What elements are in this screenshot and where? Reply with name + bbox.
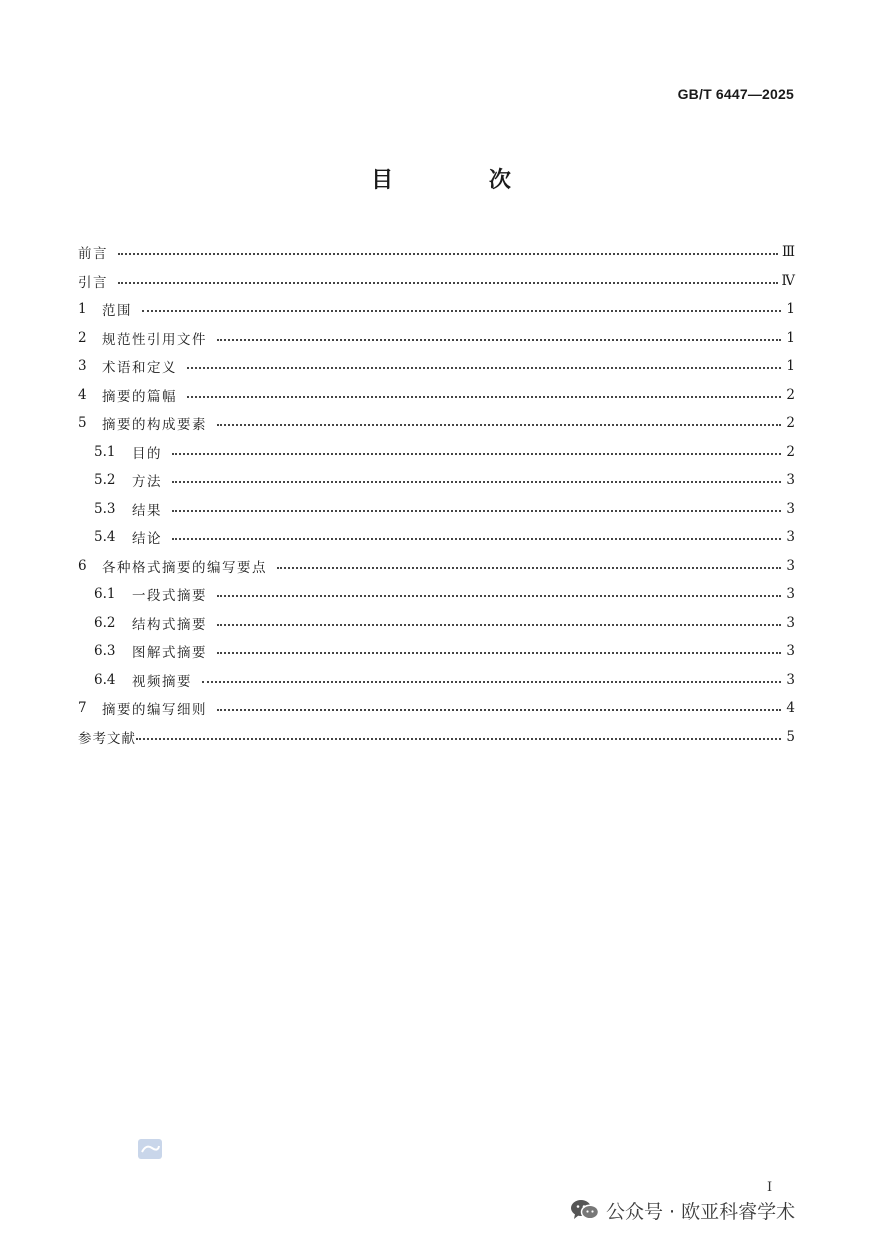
toc-entry-page: 3 bbox=[786, 671, 795, 688]
toc-subentry[interactable] bbox=[78, 438, 795, 467]
toc-entry-page: 3 bbox=[786, 614, 795, 631]
toc-subentry[interactable] bbox=[78, 466, 795, 495]
dot-leader bbox=[217, 595, 781, 597]
toc-entry-page: 2 bbox=[786, 386, 795, 403]
toc-subentry[interactable] bbox=[78, 609, 795, 638]
toc-title-text: 目 次 bbox=[371, 168, 555, 193]
toc-entry-title: 方法 bbox=[132, 474, 162, 491]
toc-entry-title: 结论 bbox=[132, 531, 162, 548]
toc-entry-page: 5 bbox=[786, 728, 795, 745]
toc-entry-title: 规范性引用文件 bbox=[102, 331, 207, 348]
toc-entry-page: 2 bbox=[786, 415, 795, 432]
toc-entry-title: 摘要的构成要素 bbox=[102, 417, 207, 434]
toc-entry-title: 结构式摘要 bbox=[132, 616, 207, 633]
toc-entry-number: 5.3 bbox=[94, 500, 116, 517]
wechat-icon bbox=[570, 1198, 600, 1222]
table-of-contents bbox=[78, 238, 795, 751]
toc-entry-number: 7 bbox=[78, 700, 87, 717]
toc-entry-title: 图解式摘要 bbox=[132, 645, 207, 662]
toc-entry-number: 4 bbox=[78, 386, 87, 403]
toc-entry[interactable] bbox=[78, 723, 795, 752]
toc-subentry[interactable] bbox=[78, 666, 795, 695]
toc-subentry[interactable] bbox=[78, 580, 795, 609]
toc-entry-title: 摘要的编写细则 bbox=[102, 702, 207, 719]
toc-entry-number: 5.1 bbox=[94, 443, 116, 460]
toc-entry-page: 3 bbox=[786, 500, 795, 517]
toc-entry-title: 前言 bbox=[78, 246, 108, 263]
dot-leader bbox=[217, 709, 781, 711]
toc-entry[interactable] bbox=[78, 238, 795, 267]
toc-subentry[interactable] bbox=[78, 637, 795, 666]
dot-leader bbox=[172, 510, 781, 512]
dot-leader bbox=[217, 424, 781, 426]
page-number: I bbox=[767, 1180, 773, 1195]
toc-entry-title: 一段式摘要 bbox=[132, 588, 207, 605]
toc-subentry[interactable] bbox=[78, 523, 795, 552]
dot-leader bbox=[217, 624, 781, 626]
toc-entry-title: 结果 bbox=[132, 502, 162, 519]
toc-entry-page: 3 bbox=[786, 586, 795, 603]
toc-entry-page: 3 bbox=[786, 643, 795, 660]
toc-title bbox=[0, 163, 882, 194]
toc-entry-page: 4 bbox=[786, 700, 795, 717]
sac-logo-icon bbox=[138, 1139, 162, 1159]
watermark bbox=[570, 1196, 795, 1224]
toc-entry-page: 2 bbox=[786, 443, 795, 460]
watermark-text: 公众号 · 欧亚科睿学术 bbox=[606, 1200, 796, 1223]
toc-entry-title: 引言 bbox=[78, 274, 108, 291]
toc-entry-page: 3 bbox=[786, 557, 795, 574]
toc-entry-number: 1 bbox=[78, 301, 87, 318]
dot-leader bbox=[172, 453, 781, 455]
dot-leader bbox=[142, 310, 781, 312]
toc-subentry[interactable] bbox=[78, 495, 795, 524]
toc-entry-title: 术语和定义 bbox=[102, 360, 177, 377]
toc-entry[interactable] bbox=[78, 381, 795, 410]
toc-entry-page: Ⅲ bbox=[781, 244, 795, 261]
dot-leader bbox=[217, 339, 781, 341]
standard-code: GB/T 6447—2025 bbox=[677, 86, 794, 102]
toc-entry-title: 参考文献 bbox=[78, 730, 136, 747]
toc-entry-title: 视频摘要 bbox=[132, 673, 192, 690]
toc-entry-number: 6.3 bbox=[94, 643, 116, 660]
dot-leader bbox=[187, 396, 781, 398]
dot-leader bbox=[118, 253, 778, 255]
toc-entry-number: 3 bbox=[78, 358, 87, 375]
toc-entry-number: 5.4 bbox=[94, 529, 116, 546]
toc-entry[interactable] bbox=[78, 295, 795, 324]
toc-entry[interactable] bbox=[78, 267, 795, 296]
toc-entry-page: Ⅳ bbox=[781, 272, 795, 289]
toc-entry-page: 1 bbox=[786, 301, 795, 318]
toc-entry-page: 3 bbox=[786, 472, 795, 489]
dot-leader bbox=[202, 681, 781, 683]
dot-leader bbox=[172, 538, 781, 540]
toc-entry-number: 6.1 bbox=[94, 586, 116, 603]
dot-leader bbox=[217, 652, 781, 654]
toc-entry-number: 2 bbox=[78, 329, 87, 346]
toc-entry-page: 1 bbox=[786, 358, 795, 375]
toc-entry-title: 摘要的篇幅 bbox=[102, 388, 177, 405]
toc-entry[interactable] bbox=[78, 552, 795, 581]
toc-entry[interactable] bbox=[78, 324, 795, 353]
toc-entry-page: 1 bbox=[786, 329, 795, 346]
toc-entry-title: 范围 bbox=[102, 303, 132, 320]
toc-entry-number: 6.2 bbox=[94, 614, 116, 631]
toc-entry[interactable] bbox=[78, 409, 795, 438]
dot-leader bbox=[187, 367, 781, 369]
dot-leader bbox=[136, 738, 781, 740]
toc-entry-number: 6 bbox=[78, 557, 87, 574]
toc-entry-number: 5 bbox=[78, 415, 87, 432]
dot-leader bbox=[118, 282, 778, 284]
toc-entry[interactable] bbox=[78, 352, 795, 381]
toc-entry[interactable] bbox=[78, 694, 795, 723]
toc-entry-title: 各种格式摘要的编写要点 bbox=[102, 559, 267, 576]
toc-entry-title: 目的 bbox=[132, 445, 162, 462]
toc-entry-number: 6.4 bbox=[94, 671, 116, 688]
dot-leader bbox=[172, 481, 781, 483]
toc-entry-page: 3 bbox=[786, 529, 795, 546]
dot-leader bbox=[277, 567, 781, 569]
toc-entry-number: 5.2 bbox=[94, 472, 116, 489]
